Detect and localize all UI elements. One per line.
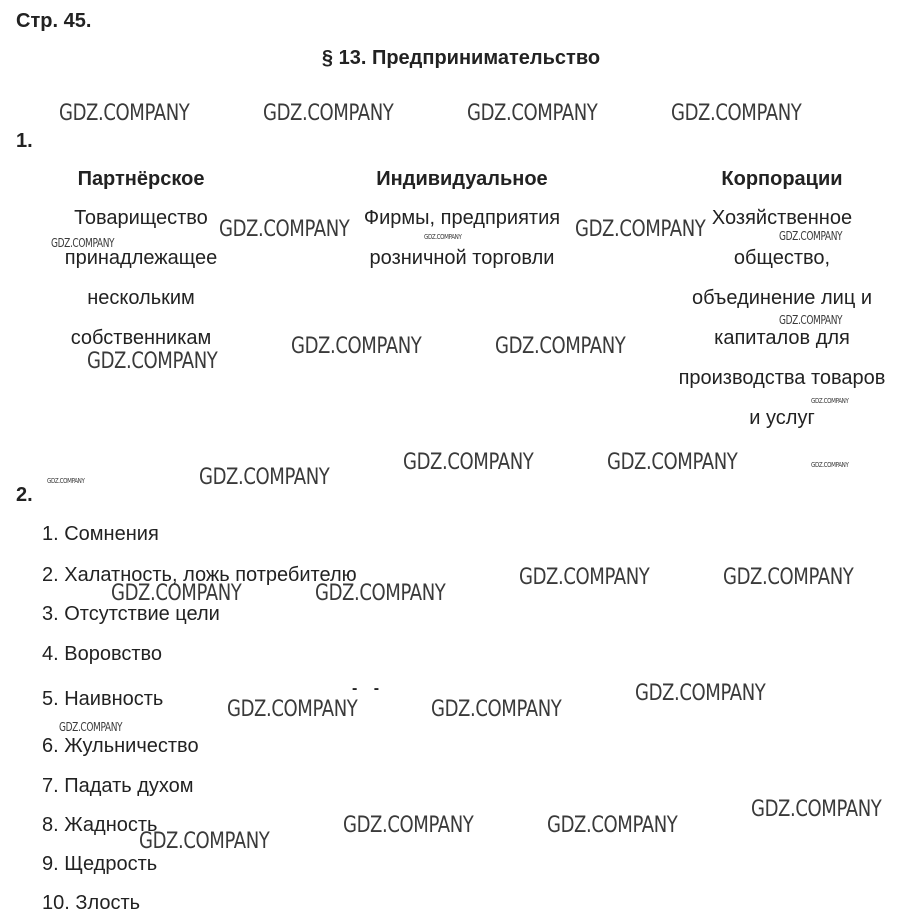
column-line: объединение лиц и [691, 287, 873, 309]
stray-marks: - - [352, 680, 386, 697]
list-item: 6. Жульничество [42, 735, 199, 757]
list-item: 2. Халатность, ложь потребителю [42, 564, 357, 586]
watermark: GDZ.COMPANY [227, 697, 358, 722]
watermark: GDZ.COMPANY [59, 720, 123, 734]
watermark: GDZ.COMPANY [723, 565, 854, 590]
column-body-individual [332, 198, 592, 278]
list-item: 1. Сомнения [42, 523, 159, 545]
column-line: производства товаров [678, 367, 886, 389]
watermark: GDZ.COMPANY [671, 101, 802, 126]
watermark: GDZ.COMPANY [424, 233, 462, 241]
watermark: GDZ.COMPANY [87, 349, 218, 374]
column-heading-partnership: Партнёрское [77, 168, 205, 190]
watermark: GDZ.COMPANY [811, 461, 849, 469]
column-line: нескольким [87, 287, 195, 309]
section-title: § 13. Предпринимательство [321, 47, 601, 69]
column-heading-individual: Индивидуальное [376, 168, 548, 190]
column-line: общество, [733, 247, 831, 269]
column-line: Фирмы, предприятия [363, 207, 561, 229]
page-label: Стр. 45. [16, 10, 92, 32]
watermark: GDZ.COMPANY [403, 450, 534, 475]
list-item: 3. Отсутствие цели [42, 603, 220, 625]
watermark: GDZ.COMPANY [291, 334, 422, 359]
watermark: GDZ.COMPANY [59, 101, 190, 126]
watermark: GDZ.COMPANY [315, 581, 446, 606]
list-item: 10. Злость [42, 892, 141, 914]
column-line: Хозяйственное [711, 207, 853, 229]
column-line: розничной торговли [369, 247, 555, 269]
watermark: GDZ.COMPANY [779, 229, 843, 243]
watermark: GDZ.COMPANY [263, 101, 394, 126]
column-line: капиталов для [714, 327, 850, 349]
watermark: GDZ.COMPANY [111, 581, 242, 606]
watermark: GDZ.COMPANY [751, 797, 882, 822]
list-item: 9. Щедрость [42, 853, 158, 875]
watermark: GDZ.COMPANY [811, 397, 849, 405]
watermark: GDZ.COMPANY [431, 697, 562, 722]
list-item: 7. Падать духом [42, 775, 194, 797]
watermark: GDZ.COMPANY [495, 334, 626, 359]
watermark: GDZ.COMPANY [779, 313, 843, 327]
column-line: принадлежащее [64, 247, 218, 269]
column-heading-corporations: Корпорации [721, 168, 843, 190]
watermark: GDZ.COMPANY [343, 813, 474, 838]
list-item: 5. Наивность [42, 688, 164, 710]
watermark: GDZ.COMPANY [547, 813, 678, 838]
watermark: GDZ.COMPANY [575, 217, 706, 242]
watermark: GDZ.COMPANY [607, 450, 738, 475]
task-1-number: 1. [16, 130, 33, 152]
watermark: GDZ.COMPANY [139, 829, 270, 854]
watermark: GDZ.COMPANY [47, 477, 85, 485]
list-item: 4. Воровство [42, 643, 163, 665]
column-line: Товарищество [74, 207, 208, 229]
watermark: GDZ.COMPANY [199, 465, 330, 490]
column-line: собственникам [70, 327, 212, 349]
list-item: 8. Жадность [42, 814, 158, 836]
watermark: GDZ.COMPANY [467, 101, 598, 126]
task-2-number: 2. [16, 484, 33, 506]
watermark: GDZ.COMPANY [519, 565, 650, 590]
watermark: GDZ.COMPANY [219, 217, 350, 242]
watermark: GDZ.COMPANY [51, 236, 115, 250]
watermark: GDZ.COMPANY [635, 681, 766, 706]
column-line: и услуг [749, 407, 815, 429]
